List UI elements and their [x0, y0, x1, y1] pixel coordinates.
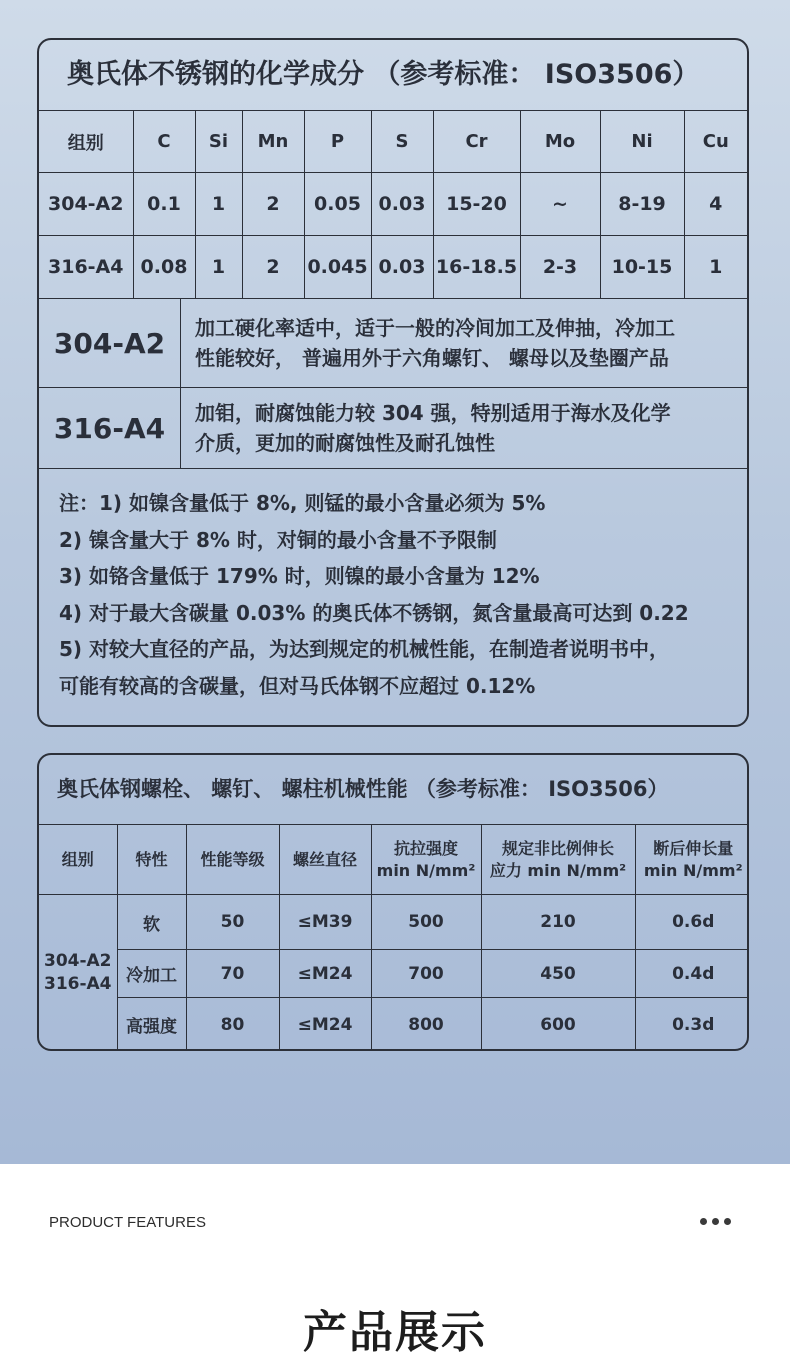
- description-line: 性能较好， 普遍用外于六角螺钉、 螺母以及垫圈产品: [195, 346, 669, 370]
- grade-description: [181, 299, 748, 388]
- table-row: [39, 173, 747, 236]
- table-cell: 70: [186, 950, 279, 998]
- table-row: [39, 950, 749, 998]
- table-cell: 700: [371, 950, 481, 998]
- table-cell: 1: [684, 236, 747, 299]
- grade-name: 304-A2: [39, 299, 181, 388]
- table-cell: 1: [195, 236, 242, 299]
- section-title: 产品展示: [303, 1307, 487, 1358]
- table-cell: 304-A2: [39, 173, 133, 236]
- header-cell: Mo: [520, 111, 600, 173]
- table-cell: 软: [117, 895, 186, 950]
- header-cell: 组别: [39, 825, 117, 895]
- table-cell: 50: [186, 895, 279, 950]
- table-row: [39, 388, 747, 469]
- table-cell: ≤M39: [279, 895, 371, 950]
- grade-name: 316-A4: [39, 388, 181, 469]
- table-cell: 16-18.5: [433, 236, 520, 299]
- header-cell: 螺丝直径: [279, 825, 371, 895]
- table-cell: 15-20: [433, 173, 520, 236]
- table-cell: 0.6d: [635, 895, 749, 950]
- grade-description: [181, 388, 748, 469]
- notes-block: [39, 469, 747, 704]
- table-header-row: [39, 111, 747, 173]
- header-line: 断后伸长量: [653, 838, 734, 858]
- group-cell: [39, 895, 117, 1052]
- mechanical-properties-title: 奥氏体钢螺栓、 螺钉、 螺柱机械性能 （参考标准： ISO3506）: [39, 755, 747, 825]
- table-cell: 1: [195, 173, 242, 236]
- table-cell: 0.08: [133, 236, 195, 299]
- group-line: 304-A2: [43, 950, 112, 971]
- grade-description-table: [39, 299, 747, 469]
- table-cell: 10-15: [600, 236, 684, 299]
- table-cell: 高强度: [117, 998, 186, 1052]
- header-cell: Cr: [433, 111, 520, 173]
- description-line: 介质，更加的耐腐蚀性及耐孔蚀性: [195, 431, 495, 455]
- description-line: 加工硬化率适中，适于一般的冷间加工及伸抽，冷加工: [195, 316, 675, 340]
- dot: [700, 1218, 707, 1225]
- header-cell: [481, 825, 635, 895]
- table-cell: 0.045: [304, 236, 371, 299]
- mechanical-properties-card: [37, 753, 749, 1051]
- table-cell: 500: [371, 895, 481, 950]
- table-row: [39, 236, 747, 299]
- table-row: [39, 998, 749, 1052]
- table-cell: 冷加工: [117, 950, 186, 998]
- chemical-composition-title: 奥氏体不锈钢的化学成分 （参考标准： ISO3506）: [39, 40, 747, 111]
- table-row: [39, 895, 749, 950]
- chemical-composition-card: [37, 38, 749, 727]
- dot: [724, 1218, 731, 1225]
- note-line: 可能有较高的含碳量，但对马氏体钢不应超过 0.12%: [59, 673, 536, 698]
- table-cell: ~: [520, 173, 600, 236]
- header-cell: [371, 825, 481, 895]
- table-cell: 2: [242, 173, 304, 236]
- group-line: 316-A4: [43, 973, 112, 994]
- chemical-composition-table: [39, 111, 747, 299]
- table-cell: 800: [371, 998, 481, 1052]
- header-cell: 组别: [39, 111, 133, 173]
- header-line: 抗拉强度: [393, 838, 458, 858]
- header-cell: C: [133, 111, 195, 173]
- header-cell: Mn: [242, 111, 304, 173]
- header-cell: Cu: [684, 111, 747, 173]
- dot: [712, 1218, 719, 1225]
- note-line: 4) 对于最大含碳量 0.03% 的奥氏体不锈钢，氮含量最高可达到 0.22: [59, 600, 689, 625]
- table-row: [39, 299, 747, 388]
- table-cell: 0.03: [371, 173, 433, 236]
- note-line: 5) 对较大直径的产品，为达到规定的机械性能，在制造者说明书中，: [59, 637, 670, 661]
- table-cell: 2-3: [520, 236, 600, 299]
- header-cell: [635, 825, 749, 895]
- header-cell: Ni: [600, 111, 684, 173]
- product-features-label: PRODUCT FEATURES: [49, 1214, 206, 1231]
- mechanical-properties-table: [39, 825, 749, 1051]
- header-cell: 特性: [117, 825, 186, 895]
- header-cell: S: [371, 111, 433, 173]
- header-cell: P: [304, 111, 371, 173]
- table-cell: 0.1: [133, 173, 195, 236]
- header-line: 规定非比例伸长: [501, 838, 614, 858]
- table-cell: 210: [481, 895, 635, 950]
- table-cell: 8-19: [600, 173, 684, 236]
- table-cell: 600: [481, 998, 635, 1052]
- table-cell: 0.3d: [635, 998, 749, 1052]
- description-line: 加钼，耐腐蚀能力较 304 强，特别适用于海水及化学: [195, 401, 671, 425]
- table-cell: 4: [684, 173, 747, 236]
- note-line: 3) 如铬含量低于 179% 时，则镍的最小含量为 12%: [59, 564, 540, 588]
- ellipsis-icon[interactable]: [700, 1218, 731, 1225]
- table-cell: ≤M24: [279, 950, 371, 998]
- table-cell: 0.05: [304, 173, 371, 236]
- table-cell: 450: [481, 950, 635, 998]
- table-header-row: [39, 825, 749, 895]
- table-cell: 0.4d: [635, 950, 749, 998]
- header-line: 应力 min N/mm²: [489, 860, 627, 880]
- note-line: 注：1) 如镍含量低于 8%, 则锰的最小含量必须为 5%: [59, 491, 546, 515]
- table-cell: ≤M24: [279, 998, 371, 1052]
- header-cell: 性能等级: [186, 825, 279, 895]
- header-line: min N/mm²: [643, 860, 743, 880]
- header-line: min N/mm²: [376, 860, 476, 880]
- table-cell: 80: [186, 998, 279, 1052]
- table-cell: 316-A4: [39, 236, 133, 299]
- note-line: 2) 镍含量大于 8% 时，对铜的最小含量不予限制: [59, 527, 497, 552]
- table-cell: 2: [242, 236, 304, 299]
- table-cell: 0.03: [371, 236, 433, 299]
- header-cell: Si: [195, 111, 242, 173]
